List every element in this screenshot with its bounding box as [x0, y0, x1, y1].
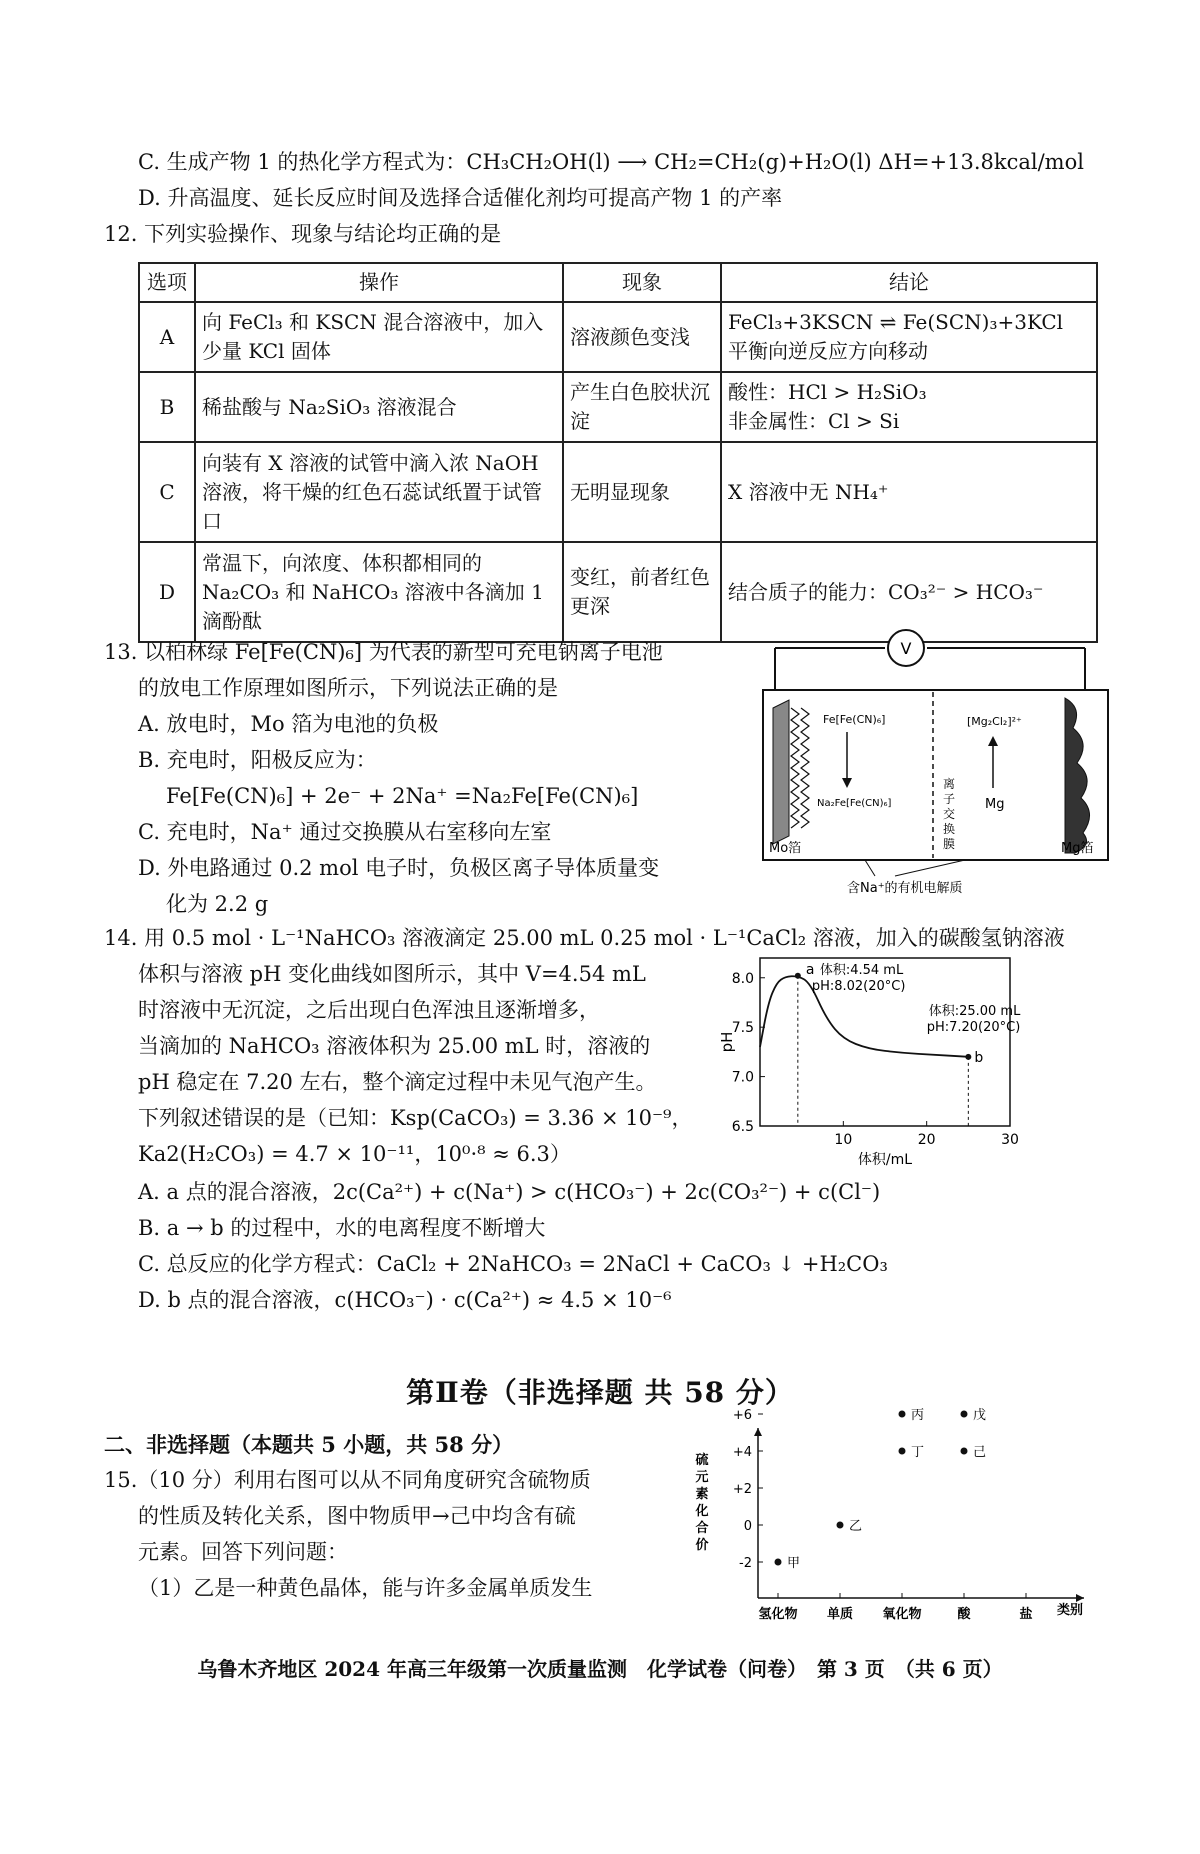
category-label: 氧化物	[882, 1607, 922, 1622]
q13-option-c: C. 充电时，Na⁺ 通过交换膜从右室移向左室	[138, 820, 552, 844]
sulfur-valence-chart	[684, 1408, 1104, 1630]
q13-option-b-equation: Fe[Fe(CN)₆] + 2e⁻ + 2Na⁺ =Na₂Fe[Fe(CN)₆]	[166, 784, 639, 808]
x-axis-label: 体积/mL	[857, 1152, 913, 1168]
y-tick-label: 6.5	[731, 1119, 754, 1135]
q14-option-c: C. 总反应的化学方程式：CaCl₂ + 2NaHCO₃ = 2NaCl + CaCO₃ ↓ +H₂CO₃	[138, 1252, 888, 1276]
conclusion-line: 平衡向逆反应方向移动	[728, 339, 928, 363]
table-cell-option: D	[139, 542, 195, 642]
q14-stem-line1: 14. 用 0.5 mol · L⁻¹NaHCO₃ 溶液滴定 25.00 mL 0.25 mol · L⁻¹CaCl₂ 溶液，加入的碳酸氢钠溶液	[104, 926, 1065, 950]
y-tick-label: 7.0	[731, 1069, 754, 1086]
conclusion-line: 非金属性：Cl > Si	[728, 409, 900, 433]
q14-stem-line7: Ka2(H₂CO₃) = 4.7 × 10⁻¹¹，10⁰·⁸ ≈ 6.3）	[138, 1142, 571, 1166]
table-cell-conclusion: X 溶液中无 NH₄⁺	[721, 442, 1097, 542]
point-label: b	[974, 1049, 984, 1066]
q11-option-c-label: C. 生成产物 1 的热化学方程式为：	[138, 150, 467, 174]
electrolyte-pointer	[895, 860, 965, 876]
q15-line3: 元素。回答下列问题：	[138, 1540, 348, 1564]
y-axis-label-char: 合	[695, 1521, 709, 1536]
q12-table	[138, 262, 1098, 643]
membrane-char: 交	[942, 807, 956, 821]
y-tick-label: -2	[739, 1556, 752, 1571]
point-label: a	[805, 961, 815, 978]
y-axis-label-char: 化	[695, 1504, 709, 1519]
x-tick-label: 20	[917, 1132, 936, 1148]
table-header: 现象	[563, 263, 721, 302]
q14-option-a: A. a 点的混合溶液，2c(Ca²⁺) + c(Na⁺) > c(HCO₃⁻) + 2c(CO₃²⁻) + c(Cl⁻)	[138, 1180, 881, 1204]
category-label: 盐	[1019, 1607, 1033, 1622]
mg-foil-label: Mg箔	[1061, 841, 1094, 856]
q15-line2: 的性质及转化关系，图中物质甲→己中均含有硫	[138, 1504, 576, 1528]
table-cell-operation: 向装有 X 溶液的试管中滴入浓 NaOH 溶液，将干燥的红色石蕊试纸置于试管口	[195, 442, 563, 542]
q14-option-d: D. b 点的混合溶液，c(HCO₃⁻) · c(Ca²⁺) ≈ 4.5 × 10⁻⁶	[138, 1288, 672, 1312]
category-label: 酸	[957, 1607, 971, 1622]
table-cell-operation: 常温下，向浓度、体积都相同的 Na₂CO₃ 和 NaHCO₃ 溶液中各滴加 1 滴酚酞	[195, 542, 563, 642]
y-axis-label: pH	[718, 1031, 736, 1053]
membrane-char: 膜	[942, 837, 956, 851]
page-footer: 乌鲁木齐地区 2024 年高三年级第一次质量监测 化学试卷（问卷） 第 3 页 （共 6 页）	[197, 1657, 1003, 1681]
q15-line1: 15.（10 分）利用右图可以从不同角度研究含硫物质	[104, 1468, 591, 1492]
q14-stem-line4: 当滴加的 NaHCO₃ 溶液体积为 25.00 mL 时，溶液的	[138, 1034, 651, 1058]
left-bottom-label: Na₂Fe[Fe(CN)₆]	[817, 798, 892, 809]
q13-stem-line1: 13. 以柏林绿 Fe[Fe(CN)₆] 为代表的新型可充电钠离子电池	[104, 640, 663, 664]
y-tick-label: 0	[743, 1519, 752, 1534]
right-top-label: [Mg₂Cl₂]²⁺	[967, 715, 1022, 728]
annotation-text: pH:7.20(20°C)	[926, 1019, 1021, 1035]
substance-point	[837, 1522, 844, 1529]
table-header: 操作	[195, 263, 563, 302]
substance-point	[961, 1448, 968, 1455]
electrolyte-pointer	[865, 860, 875, 876]
table-cell-conclusion: 结合质子的能力：CO₃²⁻ > HCO₃⁻	[721, 542, 1097, 642]
q13-option-a: A. 放电时，Mo 箔为电池的负极	[138, 712, 439, 736]
y-tick-label: +4	[732, 1445, 752, 1460]
right-bottom-label: Mg	[985, 797, 1005, 812]
mo-foil-electrode	[773, 700, 789, 844]
electrolyte-label: 含Na⁺的有机电解质	[847, 881, 963, 896]
mo-foil-label: Mo箔	[769, 841, 802, 856]
battery-diagram	[755, 628, 1125, 898]
annotation-text: 体积:4.54 mL	[819, 962, 904, 978]
membrane-char: 子	[942, 792, 956, 806]
annotation-point	[965, 1054, 971, 1060]
q11-option-d: D. 升高温度、延长反应时间及选择合适催化剂均可提高产物 1 的产率	[138, 186, 783, 210]
q13-option-d: D. 外电路通过 0.2 mol 电子时，负极区离子导体质量变	[138, 856, 660, 880]
membrane-char: 离	[942, 777, 956, 791]
substance-point	[899, 1448, 906, 1455]
y-axis-arrow	[754, 1428, 762, 1436]
x-tick-label: 30	[1001, 1132, 1019, 1148]
table-cell-operation: 向 FeCl₃ 和 KSCN 混合溶液中，加入少量 KCl 固体	[195, 302, 563, 372]
q13-option-d-cont: 化为 2.2 g	[166, 892, 269, 916]
y-tick-label: 8.0	[731, 970, 754, 987]
table-cell-option: B	[139, 372, 195, 442]
x-axis-arrow	[1076, 1594, 1084, 1602]
membrane-char: 换	[942, 822, 956, 836]
table-cell-option: A	[139, 302, 195, 372]
q13-option-b: B. 充电时，阳极反应为：	[138, 748, 377, 772]
q15-line4: （1）乙是一种黄色晶体，能与许多金属单质发生	[138, 1576, 593, 1600]
substance-label: 丙	[911, 1408, 925, 1423]
q14-option-b: B. a → b 的过程中，水的电离程度不断增大	[138, 1216, 546, 1240]
y-tick-label: +6	[732, 1408, 752, 1423]
substance-label: 乙	[849, 1519, 863, 1534]
y-axis-label-char: 价	[695, 1538, 709, 1553]
substance-label: 甲	[787, 1556, 801, 1571]
table-row	[139, 372, 1097, 442]
table-header: 结论	[721, 263, 1097, 302]
conclusion-line: FeCl₃+3KSCN ⇌ Fe(SCN)₃+3KCl	[728, 310, 1064, 334]
substance-point	[961, 1411, 968, 1418]
conclusion-line: 酸性：HCl > H₂SiO₃	[728, 380, 927, 404]
table-cell-phenomenon: 无明显现象	[563, 442, 721, 542]
substance-point	[775, 1559, 782, 1566]
x-axis-label: 类别	[1056, 1603, 1084, 1618]
table-cell-option: C	[139, 442, 195, 542]
membrane-label	[943, 777, 955, 851]
substance-label: 己	[973, 1445, 987, 1460]
annotation-text: pH:8.02(20°C)	[811, 978, 906, 994]
x-tick-label: 10	[834, 1132, 853, 1148]
q14-stem-line5: pH 稳定在 7.20 左右，整个滴定过程中未见气泡产生。	[138, 1070, 657, 1094]
y-tick-label: +2	[732, 1482, 752, 1497]
table-row	[139, 542, 1097, 642]
q14-stem-line6: 下列叙述错误的是（已知：Ksp(CaCO₃) = 3.36 × 10⁻⁹，	[138, 1106, 693, 1130]
substance-label: 戊	[973, 1408, 987, 1423]
table-row	[139, 442, 1097, 542]
part2-heading: 二、非选择题（本题共 5 小题，共 58 分）	[104, 1432, 514, 1457]
table-header-row	[139, 263, 1097, 302]
q14-stem-line2: 体积与溶液 pH 变化曲线如图所示，其中 V=4.54 mL	[138, 962, 646, 986]
y-axis-label-char: 硫	[695, 1453, 709, 1468]
part2-title: 第Ⅱ卷（非选择题 共 58 分）	[406, 1376, 794, 1409]
table-cell-phenomenon: 产生白色胶状沉淀	[563, 372, 721, 442]
substance-label: 丁	[911, 1445, 925, 1460]
category-label: 单质	[826, 1607, 854, 1622]
annotation-text: 体积:25.00 mL	[928, 1003, 1021, 1019]
table-cell-operation: 稀盐酸与 Na₂SiO₃ 溶液混合	[195, 372, 563, 442]
q13-stem-line2: 的放电工作原理如图所示，下列说法正确的是	[138, 676, 558, 700]
q14-stem-line3: 时溶液中无沉淀，之后出现白色浑浊且逐渐增多，	[138, 998, 600, 1022]
ph-titration-chart	[720, 948, 1100, 1168]
q12-stem: 12. 下列实验操作、现象与结论均正确的是	[104, 222, 502, 246]
y-axis-label-char: 元	[695, 1470, 709, 1485]
voltmeter-label: V	[900, 639, 912, 658]
table-cell-phenomenon: 变红，前者红色更深	[563, 542, 721, 642]
category-label: 氢化物	[758, 1607, 798, 1622]
annotation-point	[795, 973, 801, 979]
table-cell-conclusion	[721, 302, 1097, 372]
y-axis-label-char: 素	[695, 1487, 709, 1502]
table-cell-phenomenon: 溶液颜色变浅	[563, 302, 721, 372]
q11-option-c-equation: CH₃CH₂OH(l) ⟶ CH₂=CH₂(g)+H₂O(l) ΔH=+13.8kcal/mol	[466, 150, 1084, 174]
substance-point	[899, 1411, 906, 1418]
left-top-label: Fe[Fe(CN)₆]	[823, 713, 886, 726]
table-row	[139, 302, 1097, 372]
table-header: 选项	[139, 263, 195, 302]
table-cell-conclusion	[721, 372, 1097, 442]
cell-container	[763, 690, 1108, 860]
q11-option-c	[138, 150, 1084, 175]
y-tick-label: 7.5	[731, 1020, 754, 1037]
